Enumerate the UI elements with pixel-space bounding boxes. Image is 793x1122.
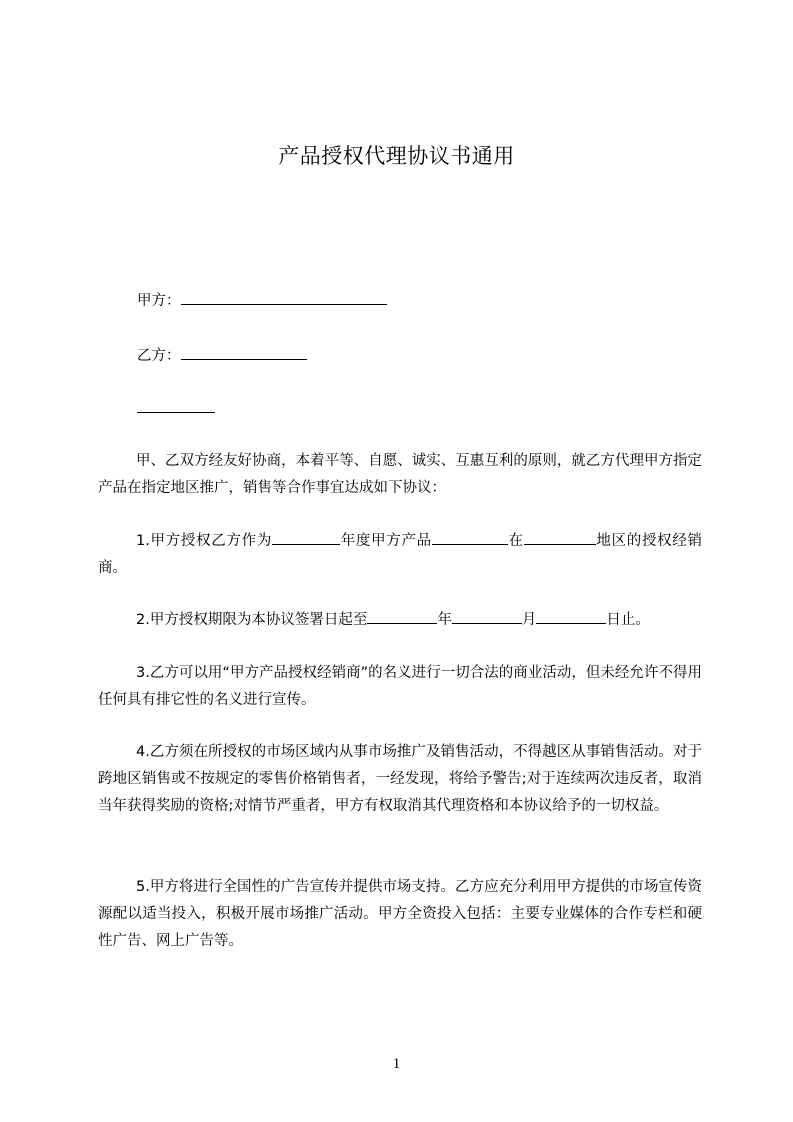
party-b-label: 乙方： <box>137 348 181 364</box>
clause-3-text: 3.乙方可以用“甲方产品授权经销商”的名义进行一切合法的商业活动，但未经允许不得用任何具有排它性的名义进行宣传。 <box>98 665 702 708</box>
clause-2-text-a: 2.甲方授权期限为本协议签署日起至 <box>136 612 368 628</box>
clause-1-text-d: 地区的授权经销商。 <box>98 533 703 576</box>
clause-1-year-blank <box>272 530 340 545</box>
page-number: 1 <box>392 1056 401 1072</box>
clause-2-year-blank <box>367 609 437 624</box>
intro-text: 甲、乙双方经友好协商，本着平等、自愿、诚实、互惠互利的原则，就乙方代理甲方指定产品在指定地区推广，销售等合作事宜达成如下协议： <box>98 453 702 496</box>
clause-2-text-b: 年 <box>437 612 452 628</box>
clause-1 <box>98 528 702 582</box>
party-a-label: 甲方： <box>137 293 181 309</box>
document-title: 产品授权代理协议书通用 <box>278 144 515 168</box>
clause-1-text-a: 1.甲方授权乙方作为 <box>136 533 273 549</box>
clause-2-day-blank <box>536 609 606 624</box>
party-a-line <box>137 290 387 311</box>
clause-3 <box>98 660 702 714</box>
clause-4 <box>98 739 702 820</box>
extra-line <box>137 398 215 419</box>
extra-blank <box>137 398 215 413</box>
clause-1-text-c: 在 <box>507 533 524 549</box>
clause-5 <box>98 874 702 955</box>
clause-1-text-b: 年度甲方产品 <box>340 533 432 549</box>
clause-1-region-blank <box>524 530 596 545</box>
clause-2-month-blank <box>452 609 522 624</box>
party-a-blank <box>181 290 387 305</box>
party-b-blank <box>181 345 307 360</box>
clause-1-product-blank <box>432 530 508 545</box>
clause-2-text-d: 日止。 <box>606 612 650 628</box>
intro-paragraph <box>98 448 702 502</box>
clause-2 <box>98 607 702 634</box>
clause-4-text: 4.乙方须在所授权的市场区域内从事市场推广及销售活动，不得越区从事销售活动。对于跨地区销售或不按规定的零售价格销售者，一经发现，将给予警告;对于连续两次违反者，取消当年获得奖励的资格;对情节严重者，甲方有权取消其代理资格和本协议给予的一切权益。 <box>98 744 702 814</box>
party-b-line <box>137 345 307 366</box>
clause-2-text-c: 月 <box>521 612 537 628</box>
clause-5-text: 5.甲方将进行全国性的广告宣传并提供市场支持。乙方应充分利用甲方提供的市场宣传资源配以适当投入，积极开展市场推广活动。甲方全资投入包括：主要专业媒体的合作专栏和硬性广告、网上广告等。 <box>98 879 702 949</box>
